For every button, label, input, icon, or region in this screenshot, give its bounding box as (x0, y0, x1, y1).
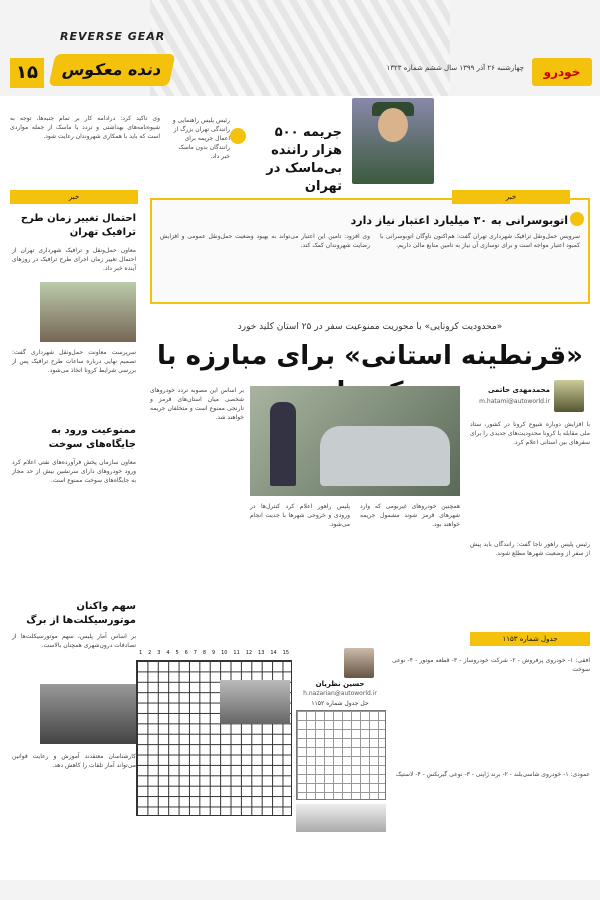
sidebar-text-5: کارشناسان معتقدند آموزش و رعایت قوانین می‌تواند آمار تلفات را کاهش دهد. (12, 753, 136, 769)
crossword-clues-across: افقی: ۱- خودروی پرفروش - ۲- شرکت خودروساز - ۳- قطعه موتور - ۴- نوعی سوخت (392, 657, 590, 673)
crossword-car-image (220, 680, 290, 724)
top-left-text: وی تاکید کرد: درادامه کار بر تمام جنبه‌ها، توجه به شیوه‌نامه‌های بهداشتی و تردد با ماسک از جمله مواردی است که باید با همکاری شهروندان رعایت شود. (10, 115, 160, 140)
sidebar-text-4: بر اساس آمار پلیس، سهم موتورسیکلت‌ها از تصادفات درون‌شهری همچنان بالاست. (12, 633, 136, 649)
news-box-headline[interactable]: اتوبوسرانی به ۳۰ میلیارد اعتبار نیاز دارد (350, 214, 568, 227)
crossword-column-number: 11 (233, 650, 240, 656)
sidebar-title-2[interactable]: ممنوعیت ورود به جایگاه‌های سوخت (48, 425, 136, 450)
sidebar-text-1: معاون حمل‌ونقل و ترافیک شهرداری تهران از احتمال تغییر زمان اجرای طرح ترافیک در روزهای آینده خبر داد. (12, 247, 136, 272)
crossword-column-number: 10 (221, 650, 228, 656)
date-line: چهارشنبه ۲۶ آذر ۱۳۹۹ سال ششم شماره ۱۳۲۳ (386, 64, 524, 72)
arrow-icon (230, 128, 246, 144)
sidebar-text-2: سرپرست معاونت حمل‌ونقل شهرداری گفت: تصمیم نهایی درباره ساعات طرح ترافیک پس از بررسی شرایط کرونا اتخاذ می‌شود. (12, 349, 136, 374)
arrow-icon (570, 212, 584, 226)
crossword-column-number: 8 (202, 650, 207, 656)
crossword-column-number: 4 (166, 650, 170, 656)
sidebar-image-1 (40, 282, 136, 342)
main-mid-column-2: همچنین خودروهای غیربومی که وارد شهرهای قرمز شوند مشمول جریمه خواهند بود. (360, 503, 460, 528)
crossword-solution-label: حل جدول شماره ۱۱۵۲ (311, 700, 369, 707)
sidebar-title-1[interactable]: احتمال تغییر زمان طرح ترافیک تهران (20, 213, 136, 238)
author-name: محمدمهدی حاتمی (487, 386, 550, 394)
sidebar-image-2 (40, 684, 136, 744)
crossword-author-avatar (344, 648, 374, 678)
crossword-column-number: 12 (245, 650, 253, 656)
crossword-column-number: 6 (184, 650, 188, 656)
top-story: رئیس پلیس راهنمایی و رانندگی تهران بزرگ از اعمال جریمه برای رانندگان بدون ماسک خبر داد. (172, 117, 230, 160)
crossword-column-number: 2 (148, 650, 152, 656)
officer-photo (352, 98, 434, 184)
main-right-column-2: رئیس پلیس راهور ناجا گفت: رانندگان باید پیش از سفر از وضعیت شهرها مطلع شوند. (470, 541, 590, 557)
news-box-col2: وی افزود: تامین این اعتبار می‌تواند به بهبود وضعیت حمل‌ونقل عمومی و افزایش رضایت شهروندان کمک کند. (160, 233, 370, 249)
brand-logo: خودرو (532, 58, 592, 86)
main-lead: با افزایش دوباره شیوع کرونا در کشور، ستاد ملی مقابله با کرونا محدودیت‌های جدیدی را برای سفرهای بین استانی اعلام کرد. (470, 421, 590, 446)
crossword-car-thumbnail (296, 804, 386, 832)
crossword-column-number: 9 (211, 650, 216, 656)
tire-track-pattern (150, 0, 450, 96)
sidebar-tag: خبر (10, 190, 138, 204)
crossword-column-number: 5 (175, 650, 179, 656)
section-name-en: REVERSE GEAR (60, 30, 166, 43)
crossword-column-number: 7 (193, 650, 197, 656)
crossword-column-number: 1 (138, 650, 143, 656)
top-headline[interactable]: جریمه ۵۰۰ هزار راننده بی‌ماسک در تهران (266, 125, 342, 194)
crossword-clues-down: عمودی: ۱- خودروی شاسی‌بلند - ۲- برند ژاپنی - ۳- نوعی گیربکس - ۴- لاستیک (395, 771, 590, 778)
crossword-column-number: 3 (157, 650, 161, 656)
crossword-column-number: 14 (270, 650, 277, 656)
sidebar-text-3: معاون سازمان پخش فرآورده‌های نفتی اعلام کرد ورود خودروهای دارای سرنشین بیش از حد مجاز به جایگاه‌های سوخت ممنوع است. (12, 459, 136, 484)
crossword-column-number: 15 (282, 650, 290, 656)
crossword-column-number: 13 (258, 650, 265, 656)
crossword-author-email[interactable]: h.nazarian@autoworld.ir (303, 690, 377, 697)
author-avatar (554, 380, 584, 412)
author-email[interactable]: m.hatami@autoworld.ir (479, 398, 550, 405)
news-box-col1: سرویس حمل‌ونقل ترافیک شهرداری تهران گفت: هم‌اکنون ناوگان اتوبوسرانی با کمبود اعتبار مواجه است و برای نوسازی آن نیاز به تامین منابع مالی داریم. (380, 233, 580, 249)
page-number: ۱۵ (10, 58, 44, 88)
sidebar-title-3[interactable]: سهم واکنان موتورسیکلت‌ها از برگ (26, 601, 136, 626)
main-left-column: بر اساس این مصوبه تردد خودروهای شخصی میان استان‌های قرمز و نارنجی ممنوع است و متخلفان جریمه خواهند شد. (150, 387, 244, 421)
crossword-column-numbers (136, 650, 292, 656)
section-logo: دنده معکوس (49, 54, 176, 86)
crossword-author-name: حسین نظریان (315, 680, 365, 688)
main-mid-column-1: پلیس راهور اعلام کرد کنترل‌ها در ورودی و خروجی شهرها با جدیت انجام می‌شود. (250, 503, 350, 528)
crossword-solution-grid (296, 710, 386, 800)
main-headline[interactable]: «قرنطینه استانی» برای مبارزه با (157, 341, 583, 371)
news-tag: خبر (452, 190, 570, 204)
main-kicker: «محدودیت کرونایی» با محوریت ممنوعیت سفر در ۲۵ استان کلید خورد (237, 322, 503, 332)
crossword-tag: جدول شماره ۱۱۵۳ (470, 632, 590, 646)
main-photo (250, 386, 460, 496)
footer-bar (0, 880, 600, 900)
